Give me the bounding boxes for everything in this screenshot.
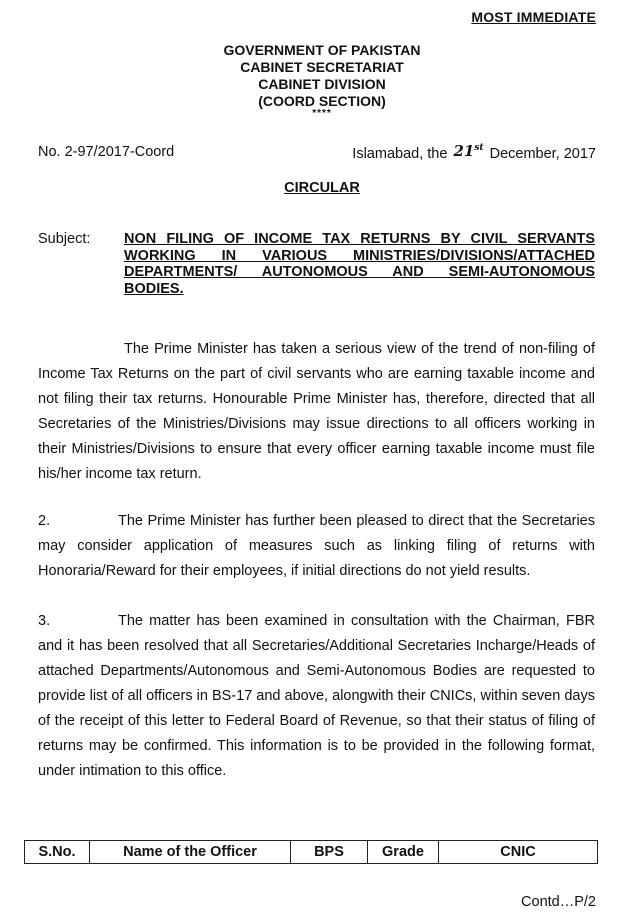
handwritten-day: 21st	[453, 142, 484, 160]
subject-text	[124, 231, 595, 297]
letterhead-line-section: (COORD SECTION)	[258, 93, 386, 109]
document-title: CIRCULAR	[284, 180, 360, 196]
column-header-cnic: CNIC	[439, 841, 598, 864]
paragraph-1	[38, 337, 595, 487]
reference-number: No. 2-97/2017-Coord	[38, 144, 175, 160]
subject-line-1: NON FILING OF INCOME TAX RETURNS BY CIVIL SERVANTS	[124, 231, 595, 247]
column-header-officer-name: Name of the Officer	[90, 841, 291, 864]
column-header-bps: BPS	[291, 841, 368, 864]
paragraph-3-text: The matter has been examined in consultation with the Chairman, FBR and it has been resolved that all Secretaries/Additional Secretaries Incharge/Heads of attached Departments/Autonomous and Semi-Autonomous Bodies are requested to provide list of all officers in BS-17 and above, alongwith their CNICs, within seven days of the receipt of this letter to Federal Board of Revenue, so that their status of filing of returns may be confirmed. This information is to be provided in the following format, under intimation to this office.	[38, 613, 595, 779]
subject-line-3: DEPARTMENTS/ AUTONOMOUS AND SEMI-AUTONOMOUS	[124, 264, 595, 280]
paragraph-1-text: The Prime Minister has taken a serious view of the trend of non-filing of Income Tax Returns on the part of civil servants who are earning taxable income and not filing their tax returns. Honourable Prime Minister has, therefore, directed that all Secretaries of the Ministries/Divisions may issue directions to all officers working in their Ministries/Divisions to ensure that every officer earning taxable income must file his/her income tax return.	[38, 341, 595, 482]
day-suffix: st	[474, 143, 484, 153]
letterhead-line-secretariat: CABINET SECRETARIAT	[240, 59, 404, 75]
paragraph-2-number: 2.	[38, 513, 51, 529]
continuation-note: Contd…P/2	[521, 894, 596, 910]
officer-format-table	[24, 840, 598, 864]
subject-line-2: WORKING IN VARIOUS MINISTRIES/DIVISIONS/ATTACHED	[124, 247, 595, 264]
paragraph-3	[38, 609, 595, 784]
subject-line-4: BODIES.	[124, 280, 184, 297]
letterhead-stars: ****	[312, 108, 332, 119]
subject-label: Subject:	[38, 231, 91, 247]
paragraph-3-number: 3.	[38, 613, 51, 629]
paragraph-2-text: The Prime Minister has further been pleased to direct that the Secretaries may consider application of measures such as linking filing of returns with Honoraria/Reward for their employees, if initial directions do not yield results.	[38, 513, 595, 579]
paragraph-2	[38, 509, 595, 584]
date-month-year: December, 2017	[489, 146, 596, 162]
table-header-row	[25, 841, 598, 864]
date-line	[352, 144, 596, 162]
column-header-serial: S.No.	[25, 841, 90, 864]
column-header-grade: Grade	[368, 841, 439, 864]
letterhead-line-division: CABINET DIVISION	[258, 76, 386, 92]
date-prefix: Islamabad, the	[352, 146, 448, 162]
letterhead	[0, 42, 644, 118]
priority-marking: MOST IMMEDIATE	[471, 9, 596, 25]
letterhead-line-government: GOVERNMENT OF PAKISTAN	[223, 42, 421, 58]
